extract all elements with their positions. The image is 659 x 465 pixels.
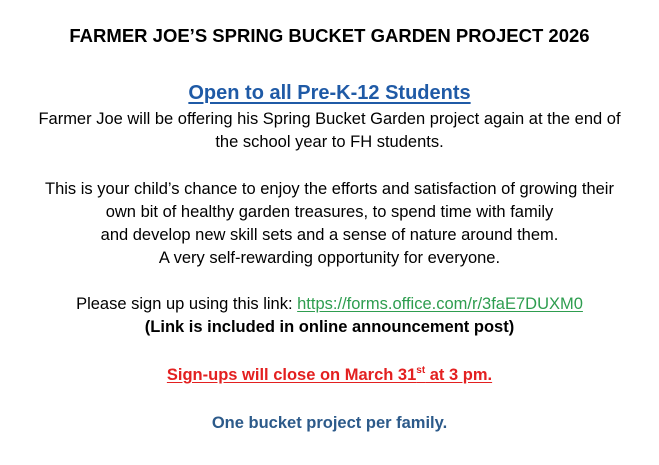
deadline-ordinal: st	[416, 364, 426, 376]
deadline-text	[167, 366, 492, 384]
audience-heading-text: Open to all Pre-K-12 Students	[188, 82, 471, 104]
deadline-notice	[0, 364, 659, 386]
intro-line-2: the school year to FH students.	[215, 133, 444, 151]
benefit-line-3: and develop new skill sets and a sense of nature around them.	[100, 226, 559, 244]
deadline-after: at 3 pm.	[425, 366, 493, 384]
link-note: (Link is included in online announcement post)	[144, 318, 515, 336]
signup-link[interactable]: https://forms.office.com/r/3faE7DUXM0	[297, 295, 583, 313]
benefit-line-2: own bit of healthy garden treasures, to spend time with family	[105, 203, 554, 221]
deadline-before: Sign-ups will close on March 31	[166, 366, 417, 384]
signup-prefix: Please sign up using this link:	[76, 295, 298, 313]
page-title: FARMER JOE’S SPRING BUCKET GARDEN PROJECT 2026	[69, 25, 590, 46]
family-limit-notice: One bucket project per family.	[211, 414, 448, 432]
benefit-line-1: This is your child’s chance to enjoy the efforts and satisfaction of growing their	[45, 180, 614, 198]
audience-heading	[0, 80, 659, 106]
signup-line	[0, 293, 659, 315]
intro-line-1: Farmer Joe will be offering his Spring Bucket Garden project again at the end of	[38, 110, 621, 128]
benefit-line-4: A very self-rewarding opportunity for everyone.	[158, 249, 501, 267]
